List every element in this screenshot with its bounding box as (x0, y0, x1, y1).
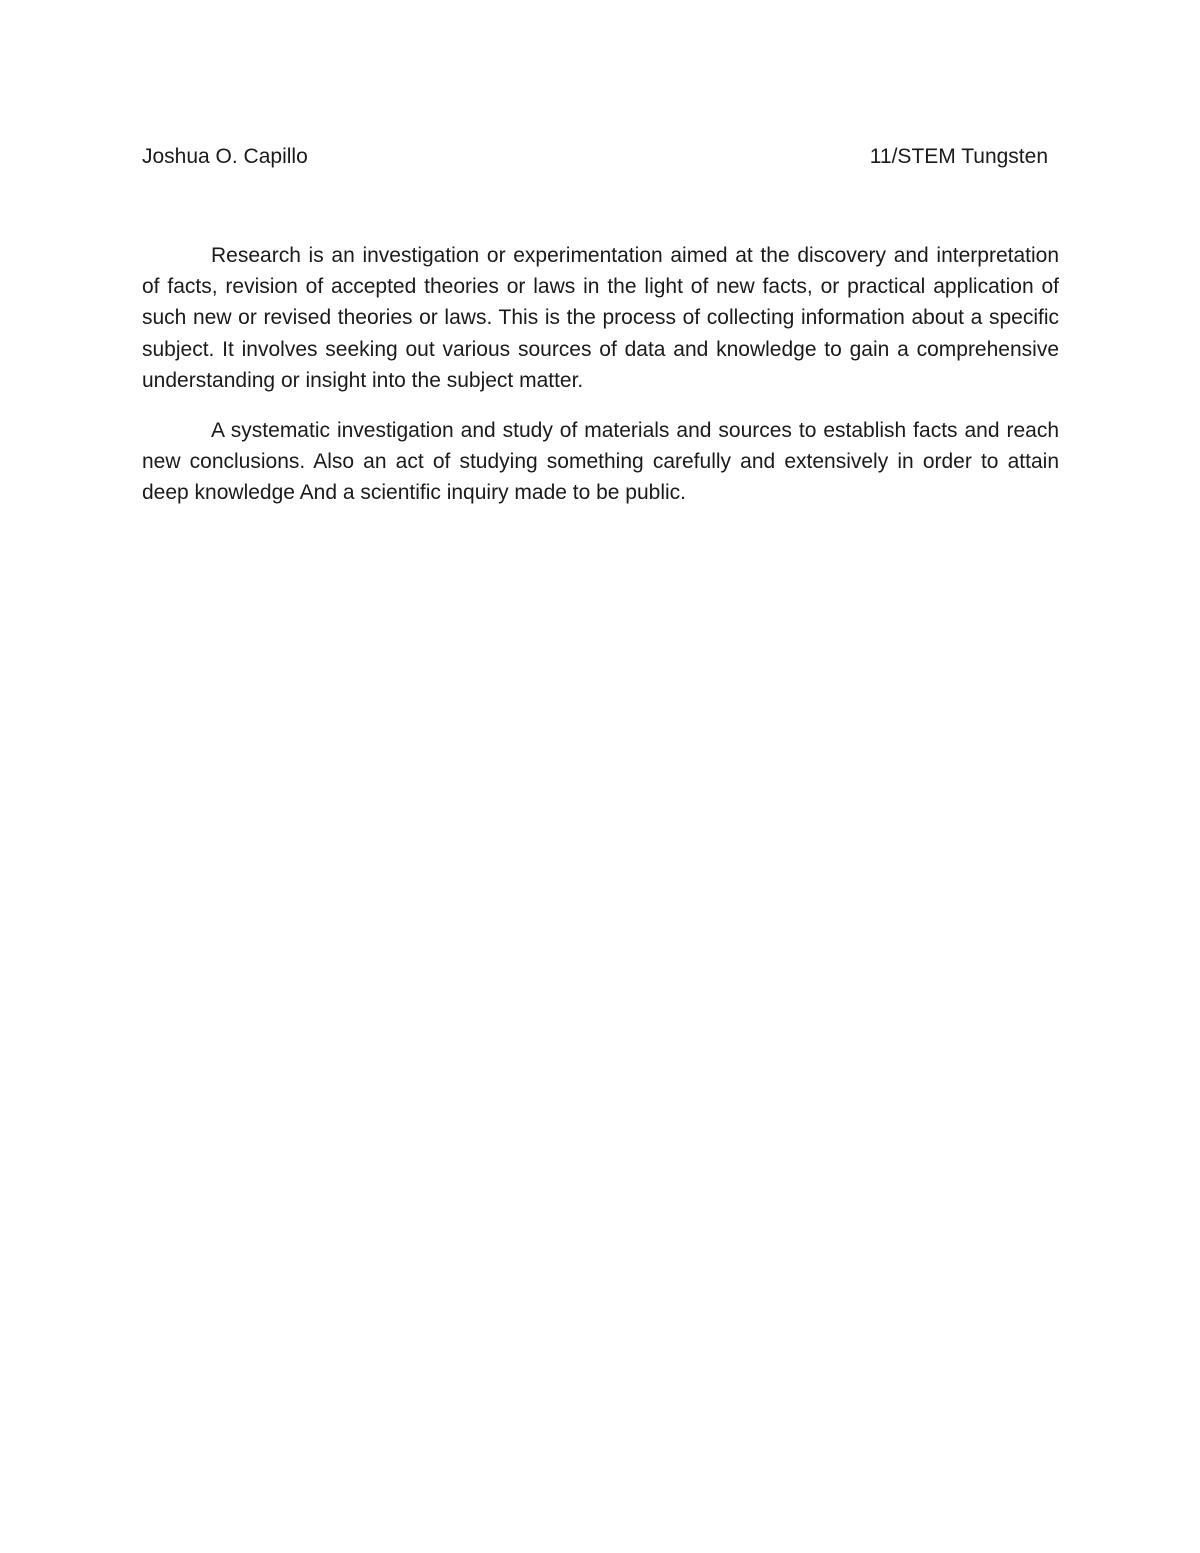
document-header (142, 143, 1048, 171)
paragraph-systematic-investigation: A systematic investigation and study of materials and sources to establish facts and reach new conclusions. Also an act of studying something carefully and extensively in order to attain deep knowledge And a scientific inquiry made to be public. (142, 419, 1059, 505)
document-body (142, 240, 1059, 528)
author-name: Joshua O. Capillo (142, 145, 308, 168)
paragraph-research-definition: Research is an investigation or experimentation aimed at the discovery and interpretation of facts, revision of accepted theories or laws in the light of new facts, or practical application of such new or revised theories or laws. This is the process of collecting information about a specific subject. It involves seeking out various sources of data and knowledge to gain a comprehensive understanding or insight into the subject matter. (142, 244, 1059, 392)
class-section: 11/STEM Tungsten (869, 145, 1048, 168)
